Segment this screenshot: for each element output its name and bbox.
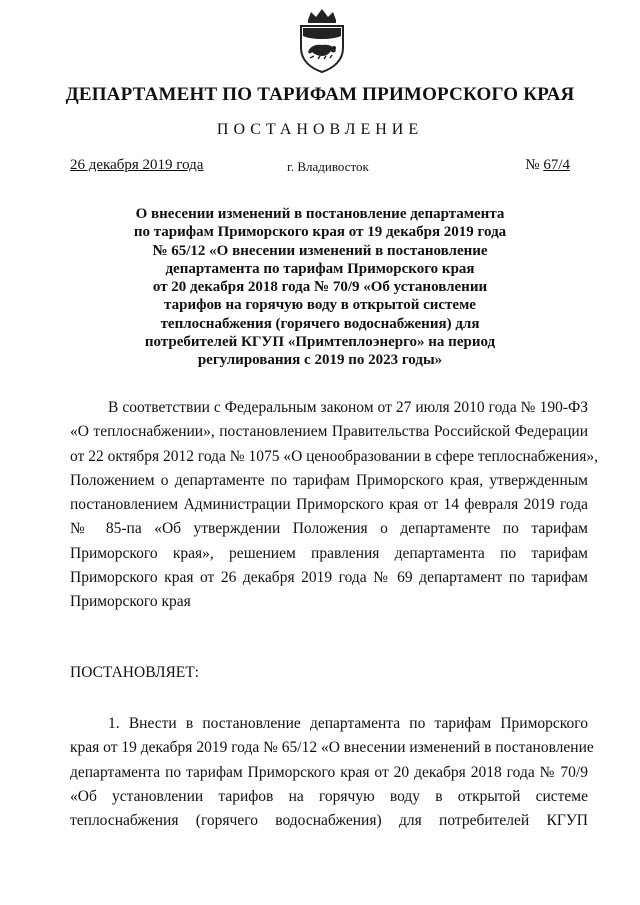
body-line: Приморского края», решением правления департамента по тарифам <box>70 544 588 562</box>
body-line: «Об установлении тарифов на горячую воду в открытой системе <box>70 787 588 805</box>
body-line: Приморского края от 26 декабря 2019 года № 69 департамент по тарифам <box>70 569 588 587</box>
body-line: Приморского края <box>70 593 191 611</box>
body-line: № 85-па «Об утверждении Положения о департаменте по тарифам <box>70 520 588 538</box>
subject-line: № 65/12 «О внесении изменений в постановление <box>152 242 488 259</box>
body-line: В соответствии с Федеральным законом от 27 июля 2010 года № 190-ФЗ <box>108 399 588 416</box>
body-line: края от 19 декабря 2019 года № 65/12 «О внесении изменений в постановление <box>70 739 594 757</box>
document-subject <box>90 205 550 370</box>
subject-line: О внесении изменений в постановление департамента <box>135 206 505 222</box>
body-line: постановлением Администрации Приморского края от 14 февраля 2019 года <box>70 496 588 514</box>
subject-line: по тарифам Приморского края от 19 декабря 2019 года <box>133 224 507 241</box>
subject-line: регулирования с 2019 по 2023 годы» <box>197 352 443 369</box>
subject-line: тарифов на горячую воду в открытой системе <box>164 297 476 314</box>
document-type: ПОСТАНОВЛЕНИЕ <box>216 121 424 138</box>
body-line: от 22 октября 2012 года № 1075 «О ценообразовании в сфере теплоснабжения», <box>70 447 598 465</box>
document-number <box>525 157 570 174</box>
department-title: ДЕПАРТАМЕНТ ПО ТАРИФАМ ПРИМОРСКОГО КРАЯ <box>65 84 575 105</box>
body-line: «О теплоснабжении», постановлением Правительства Российской Федерации <box>70 423 588 441</box>
resolves-heading: ПОСТАНОВЛЯЕТ: <box>70 664 200 681</box>
subject-line: от 20 декабря 2018 года № 70/9 «Об установлении <box>152 279 488 296</box>
subject-line: потребителей КГУП «Примтеплоэнерго» на период <box>144 334 496 351</box>
body-line: Положением о департаменте по тарифам Приморского края, утвержденным <box>70 471 588 489</box>
body-line: 1. Внести в постановление департамента по тарифам Приморского <box>108 715 588 732</box>
document-city: г. Владивосток <box>287 159 369 174</box>
subject-line: департамента по тарифам Приморского края <box>165 260 475 277</box>
item-1-paragraph <box>70 712 594 833</box>
number-value: 67/4 <box>543 157 570 173</box>
body-line: департамента по тарифам Приморского края от 20 декабря 2018 года № 70/9 <box>70 763 588 781</box>
body-line: теплоснабжения (горячего водоснабжения) для потребителей КГУП <box>70 812 588 830</box>
document-date: 26 декабря 2019 года <box>70 157 204 173</box>
coat-of-arms-icon <box>296 6 348 74</box>
subject-line: теплоснабжения (горячего водоснабжения) для <box>160 315 480 332</box>
number-prefix: № <box>525 157 540 173</box>
preamble-paragraph <box>70 396 598 615</box>
